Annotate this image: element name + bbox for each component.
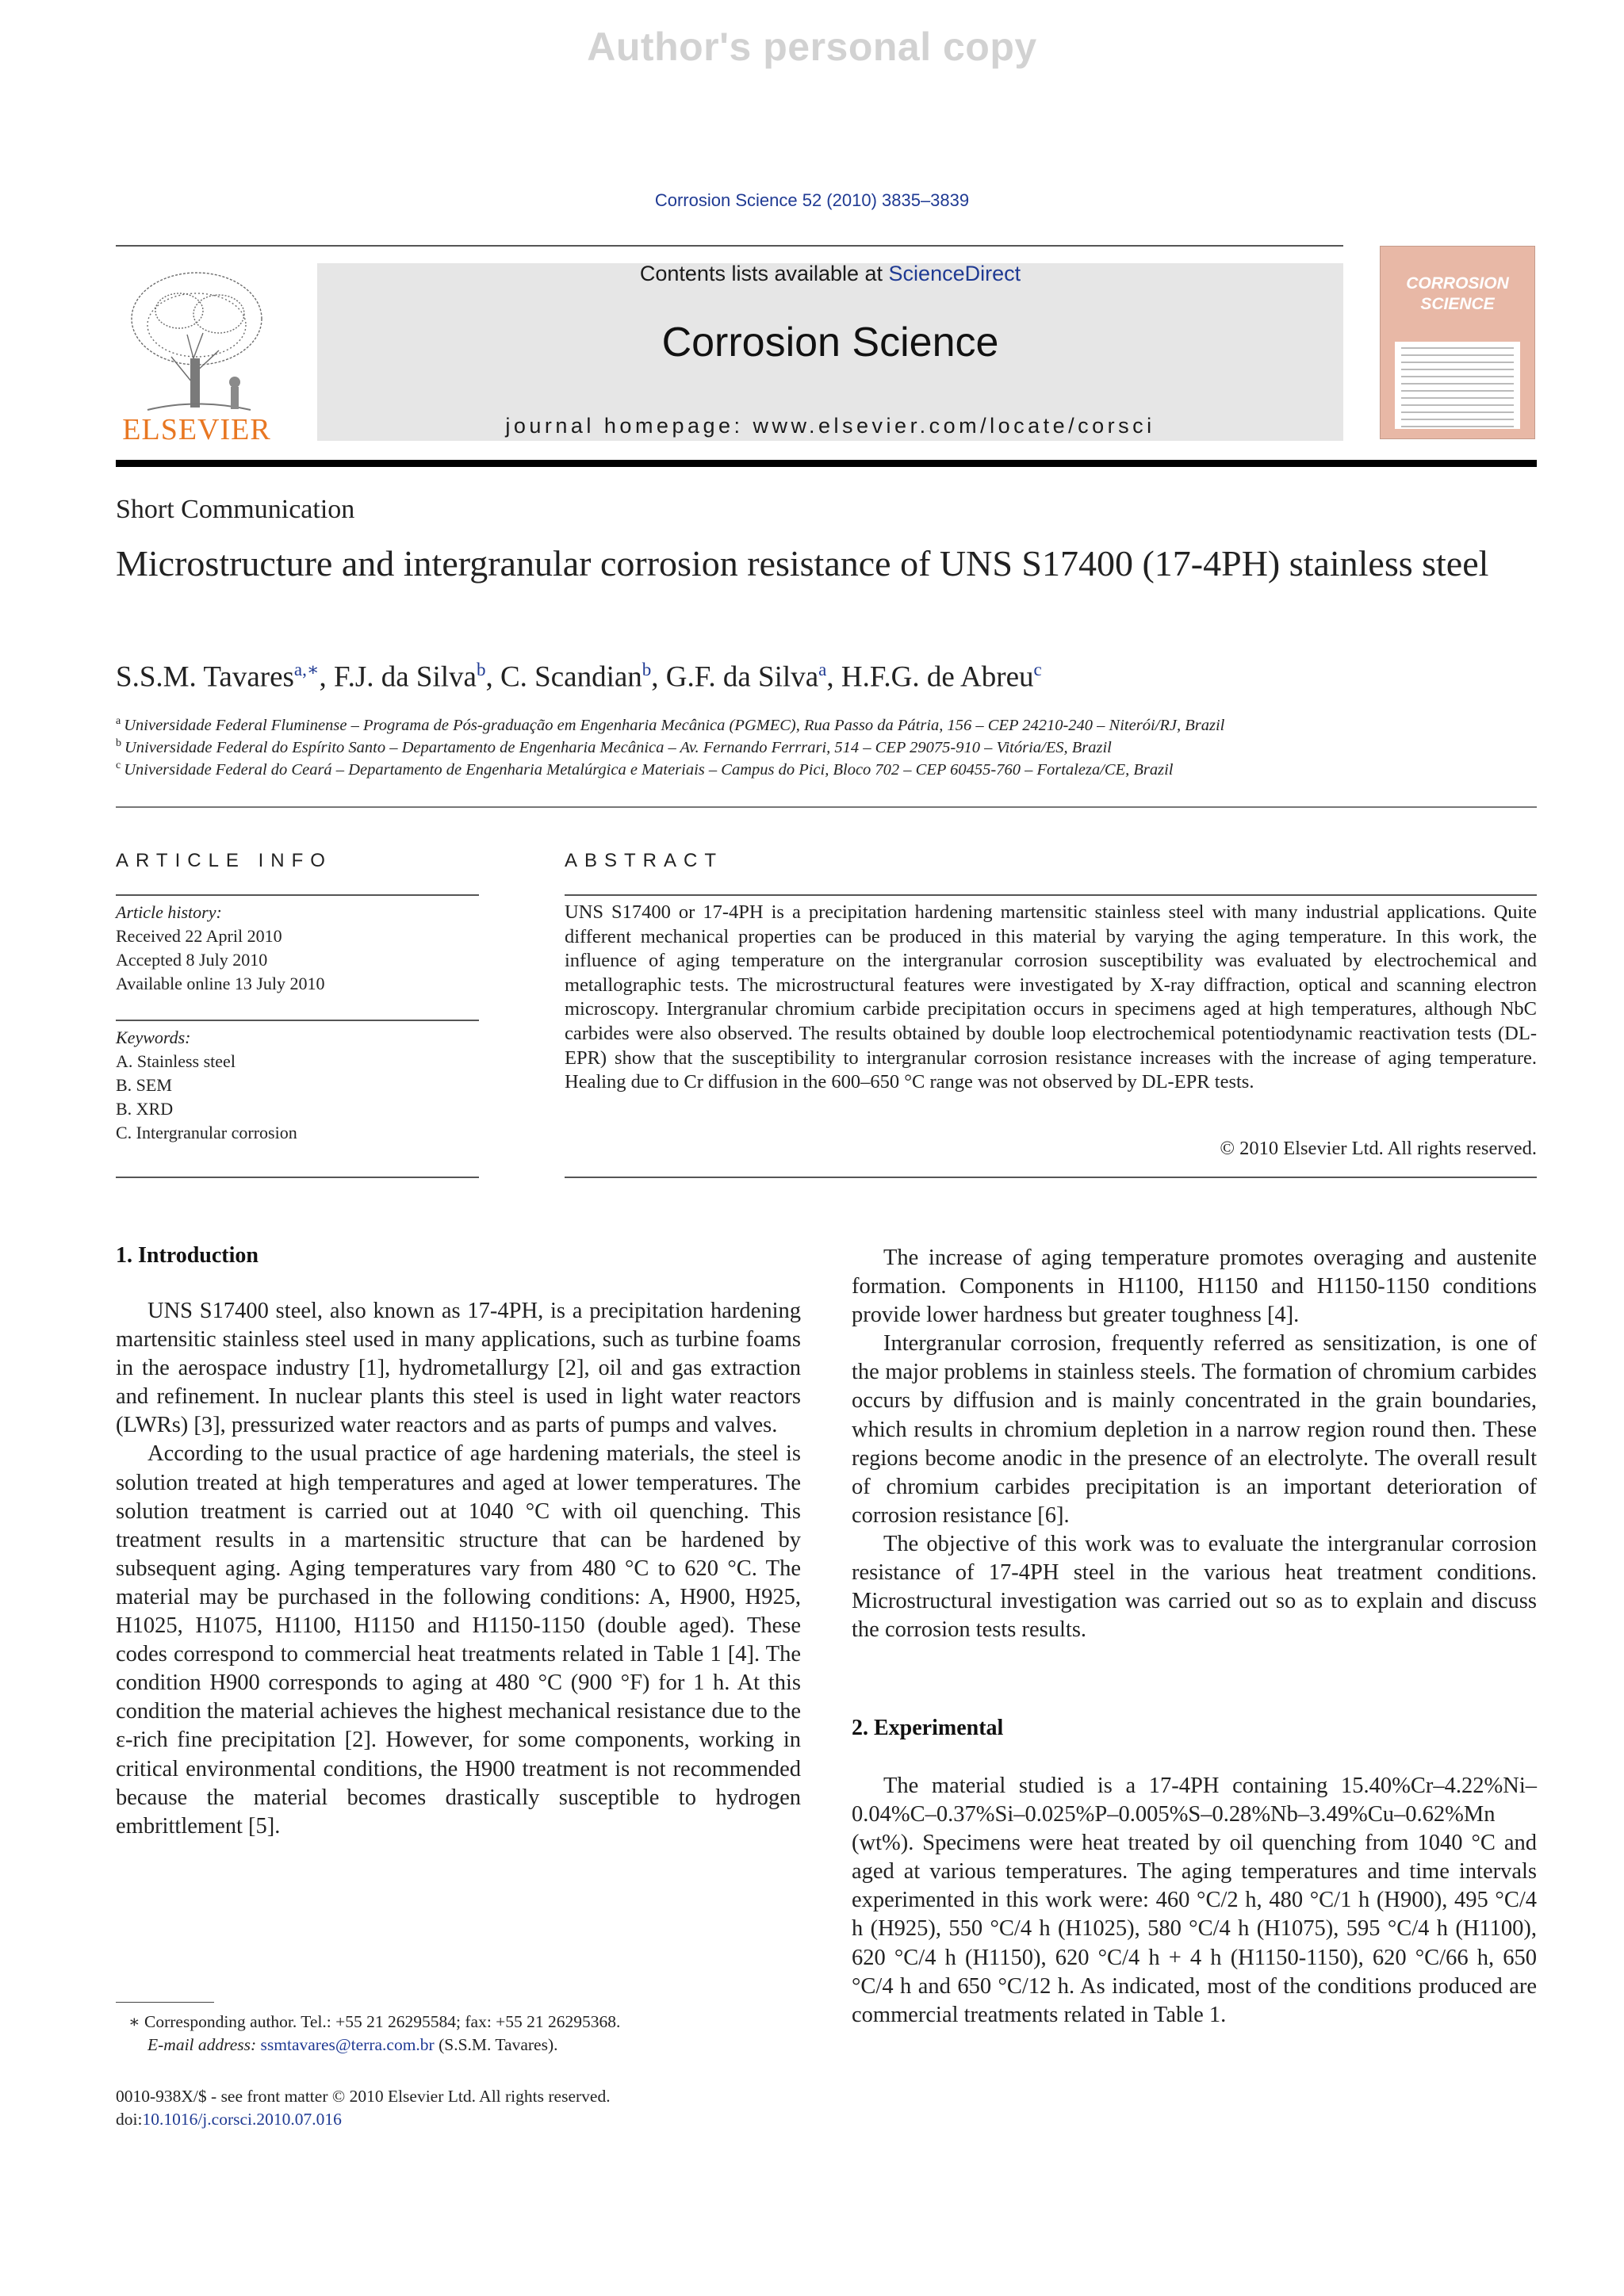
author-separator: , bbox=[826, 660, 841, 694]
cover-contents-lines bbox=[1395, 342, 1520, 429]
keyword: B. XRD bbox=[116, 1099, 174, 1119]
accepted-date: Accepted 8 July 2010 bbox=[116, 950, 268, 970]
affiliation-marker: c bbox=[116, 760, 121, 771]
corresponding-author-footnote bbox=[116, 2011, 801, 2057]
online-date: Available online 13 July 2010 bbox=[116, 974, 325, 993]
abstract-heading: ABSTRACT bbox=[565, 850, 724, 871]
experimental-text bbox=[852, 1772, 1537, 2030]
history-label: Article history: bbox=[116, 902, 222, 922]
article-type: Short Communication bbox=[116, 495, 355, 524]
abstract-copyright: © 2010 Elsevier Ltd. All rights reserved. bbox=[1220, 1138, 1537, 1159]
title-block-rule bbox=[116, 806, 1537, 808]
author-affiliation-link[interactable]: b bbox=[476, 660, 486, 679]
abstract-text: UNS S17400 or 17-4PH is a precipitation hardening martensitic stainless steel with many industrial applications. Quite different mechanical properties can be produced in this material by varying the aging temperature. In this work, the influence of aging temperature on the intergranular corrosion susceptibility was evaluated by electrochemical and metallographic tests. The microstructural features were investigated by X-ray diffraction, optical and scanning electron microscopy. Intergranular chromium carbide precipitation occurs in specimens aged at high temperatures, although NbC carbides were also observed. The results obtained by double loop electrochemical potentiodynamic reactivation tests (DL-EPR) show that the susceptibility to intergranular corrosion resistance increases with the increase of aging temperature. Healing due to Cr diffusion in the 600–650 °C range was not observed by DL-EPR tests. bbox=[565, 901, 1537, 1093]
author-name: S.S.M. Tavares bbox=[116, 660, 294, 694]
article-info-heading: ARTICLE INFO bbox=[116, 850, 332, 871]
article-info-rule bbox=[116, 894, 479, 896]
paragraph: According to the usual practice of age hardening materials, the steel is solution treated at high temperatures and aged at lower temperatures. The solution treatment is carried out at 1040 °C with oil quenching. This treatment results in a martensitic structure that can be hardened by subsequent aging. Aging temperatures vary from 480 °C to 620 °C. The material may be purchased in the following conditions: A, H900, H925, H1025, H1075, H1100, H1150 and H1150-1150 (double aged). These codes correspond to commercial heat treatments related in Table 1 [4]. The condition H900 corresponds to aging at 480 °C (900 °F) for 1 h. At this condition the material achieves the highest mechanical resistance due to the ε-rich fine precipitation [2]. However, for some components, working in critical environmental conditions, the H900 treatment is not recommended because the material becomes drastically susceptible to hydrogen embrittlement [5]. bbox=[116, 1441, 801, 1839]
paragraph: The material studied is a 17-4PH containing 15.40%Cr–4.22%Ni–0.04%C–0.37%Si–0.025%P–0.005%S–0.28%Nb–3.49%Cu–0.62%Mn (wt%). Specimens were heat treated by oil quenching from 1040 °C and aged at various temperatures. The aging temperatures and time intervals experimented in this work were: 460 °C/2 h, 480 °C/1 h (H900), 495 °C/4 h (H925), 550 °C/4 h (H1025), 580 °C/4 h (H1075), 595 °C/4 h (H1100), 620 °C/4 h (H1150), 620 °C/4 h + 4 h (H1150-1150), 620 °C/66 h, 650 °C/4 h and 650 °C/12 h. As indicated, most of the conditions produced are commercial treatments related in Table 1. bbox=[852, 1774, 1537, 2027]
affiliation bbox=[116, 760, 1173, 779]
keywords-rule bbox=[116, 1020, 479, 1021]
issn-block bbox=[116, 2085, 611, 2131]
affiliation bbox=[116, 715, 1224, 735]
author-separator: , bbox=[651, 660, 666, 694]
abstract-rule bbox=[565, 894, 1537, 896]
contents-line bbox=[317, 262, 1343, 286]
keywords-label: Keywords: bbox=[116, 1027, 191, 1047]
email-link[interactable]: ssmtavares@terra.com.br bbox=[260, 2035, 435, 2054]
header-rule bbox=[116, 245, 1343, 247]
affiliation bbox=[116, 737, 1112, 757]
author-affiliation-link[interactable]: a,∗ bbox=[293, 660, 320, 679]
received-date: Received 22 April 2010 bbox=[116, 926, 282, 946]
journal-reference-link[interactable]: Corrosion Science 52 (2010) 3835–3839 bbox=[654, 190, 970, 210]
keyword: A. Stainless steel bbox=[116, 1051, 236, 1071]
author-affiliation-link[interactable]: c bbox=[1033, 660, 1042, 679]
watermark: Author's personal copy bbox=[587, 25, 1037, 69]
author-affiliation-link[interactable]: b bbox=[642, 660, 652, 679]
elsevier-wordmark: ELSEVIER bbox=[122, 413, 271, 446]
corresponding-author-text: Corresponding author. Tel.: +55 21 26295584; fax: +55 21 26295368. bbox=[144, 2012, 621, 2031]
doi-label: doi: bbox=[116, 2110, 143, 2129]
author-name: G.F. da Silva bbox=[665, 660, 819, 694]
cover-title-line-1: CORROSION bbox=[1406, 274, 1509, 293]
header-thick-rule bbox=[116, 460, 1537, 467]
article-history bbox=[116, 901, 479, 996]
section-heading-introduction: 1. Introduction bbox=[116, 1243, 259, 1268]
contents-prefix: Contents lists available at bbox=[639, 262, 889, 285]
paragraph: The objective of this work was to evaluate the intergranular corrosion resistance of 17-4PH steel in the various heat treatment conditions. Microstructural investigation was carried out so as to explain and discuss the corrosion tests results. bbox=[852, 1531, 1537, 1643]
paragraph: UNS S17400 steel, also known as 17-4PH, is a precipitation hardening martensitic stainless steel used in many applications, such as turbine foams in the aerospace industry [1], hydrometallurgy [2], oil and gas extraction and refinement. In nuclear plants this steel is used in light water reactors (LWRs) [3], pressurized water reactors and as parts of pumps and valves. bbox=[116, 1299, 801, 1438]
email-owner: (S.S.M. Tavares). bbox=[439, 2035, 558, 2054]
email-label: E-mail address: bbox=[147, 2035, 257, 2054]
author-name: H.F.G. de Abreu bbox=[841, 660, 1034, 694]
body-right-column bbox=[852, 1244, 1537, 1644]
keyword: B. SEM bbox=[116, 1075, 172, 1095]
footnote-marker: ∗ bbox=[128, 2012, 140, 2031]
cover-title-line-2: SCIENCE bbox=[1420, 295, 1495, 313]
author-list bbox=[116, 660, 1042, 694]
journal-title: Corrosion Science bbox=[661, 320, 999, 365]
author-affiliation-link[interactable]: a bbox=[818, 660, 827, 679]
author-name: C. Scandian bbox=[500, 660, 642, 694]
article-info-bottom-rule bbox=[116, 1177, 479, 1178]
cover-title bbox=[1381, 274, 1534, 315]
body-left-column bbox=[116, 1297, 801, 1841]
journal-cover-thumbnail[interactable] bbox=[1380, 246, 1535, 439]
author-name: F.J. da Silva bbox=[333, 660, 477, 694]
abstract-bottom-rule bbox=[565, 1177, 1537, 1178]
affiliation-text: Universidade Federal Fluminense – Programa de Pós-graduação em Engenharia Mecânica (PGMEC), Rua Passo da Pátria, 156 – CEP 24210-240 – Niterói/RJ, Brazil bbox=[124, 716, 1225, 734]
keywords bbox=[116, 1026, 479, 1145]
journal-homepage[interactable]: journal homepage: www.elsevier.com/locate/corsci bbox=[505, 414, 1155, 438]
author-separator: , bbox=[319, 660, 334, 694]
sciencedirect-link[interactable]: ScienceDirect bbox=[888, 262, 1021, 285]
paragraph: Intergranular corrosion, frequently referred as sensitization, is one of the major problems in stainless steels. The formation of chromium carbides occurs by diffusion and is mainly concentrated in the grain boundaries, which results in chromium depletion in a narrow region round then. These regions become anodic in the presence of an electrolyte. The overall result of chromium carbides precipitation is an important deterioration of corrosion resistance [6]. bbox=[852, 1331, 1537, 1528]
affiliation-text: Universidade Federal do Espírito Santo – Departamento de Engenharia Mecânica – Av. Fernando Ferrrari, 514 – CEP 29075-910 – Vitória/ES, Brazil bbox=[124, 738, 1112, 756]
doi-link[interactable]: 10.1016/j.corsci.2010.07.016 bbox=[142, 2110, 342, 2129]
affiliation-text: Universidade Federal do Ceará – Departamento de Engenharia Metalúrgica e Materiais – Campus do Pici, Bloco 702 – CEP 60455-760 – Fortaleza/CE, Brazil bbox=[124, 760, 1174, 779]
elsevier-logo bbox=[116, 263, 278, 446]
affiliation-marker: a bbox=[116, 715, 121, 727]
affiliation-marker: b bbox=[116, 737, 121, 749]
section-heading-experimental: 2. Experimental bbox=[852, 1716, 1004, 1740]
footnote-rule bbox=[116, 2002, 214, 2003]
keyword: C. Intergranular corrosion bbox=[116, 1123, 297, 1142]
article-title: Microstructure and intergranular corrosion resistance of UNS S17400 (17-4PH) stainless steel bbox=[116, 543, 1489, 584]
author-separator: , bbox=[485, 660, 500, 694]
paragraph: The increase of aging temperature promotes overaging and austenite formation. Components in H1100, H1150 and H1150-1150 conditions provide lower hardness but greater toughness [4]. bbox=[852, 1246, 1537, 1328]
issn-line: 0010-938X/$ - see front matter © 2010 Elsevier Ltd. All rights reserved. bbox=[116, 2087, 611, 2106]
